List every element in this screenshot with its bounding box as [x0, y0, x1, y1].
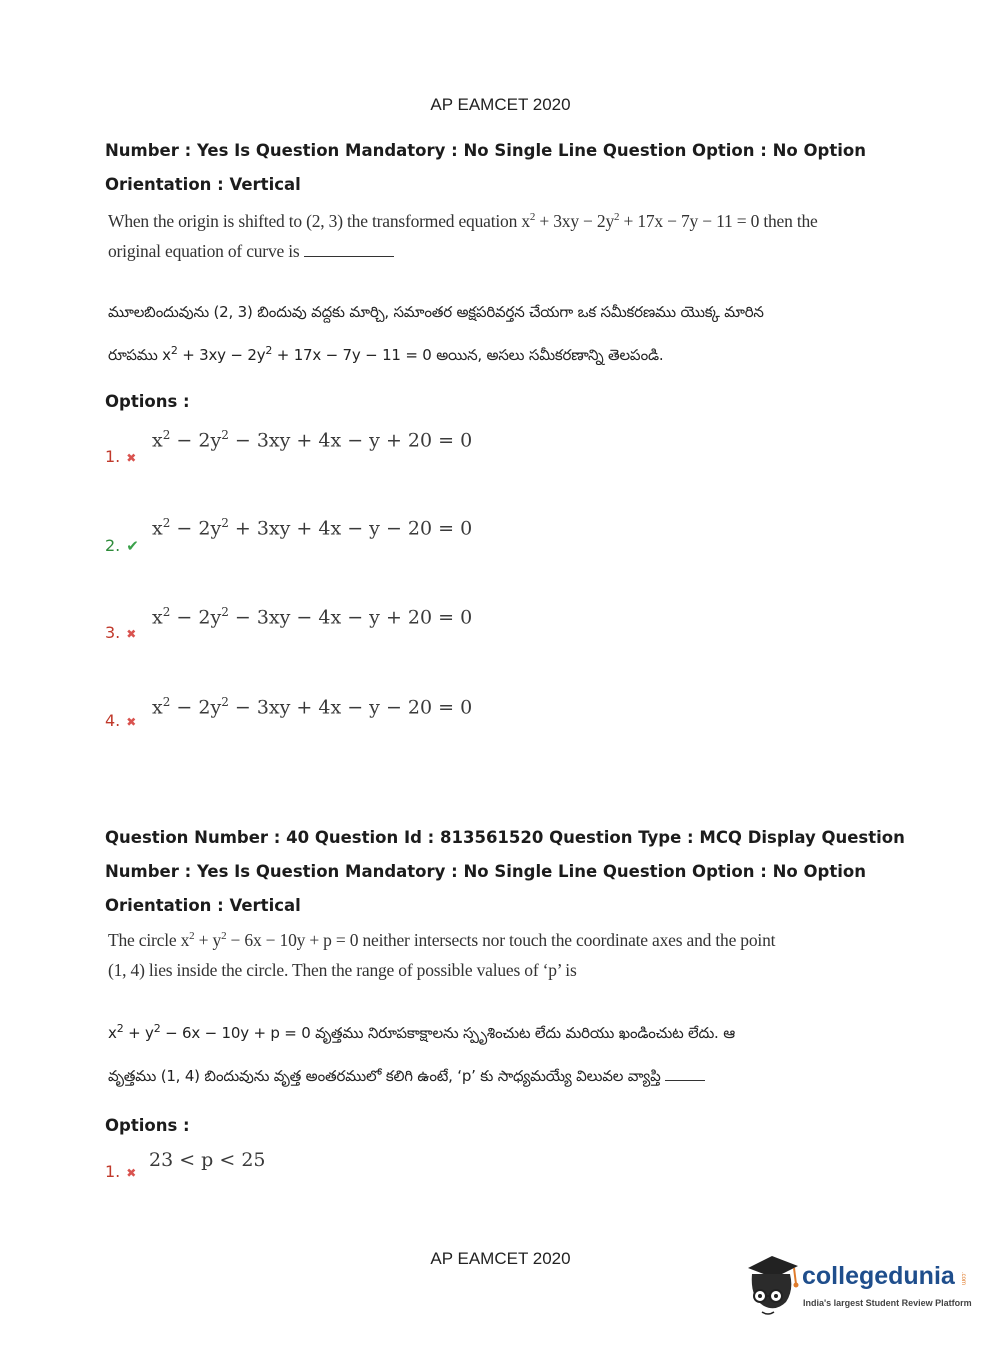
q1-option-1-equation	[152, 428, 472, 451]
superscript: 2	[153, 1022, 161, 1035]
q1-meta-line-2: Orientation : Vertical	[105, 175, 301, 194]
logo-wordmark: collegedunia	[802, 1262, 955, 1290]
option-number: 2.	[105, 536, 121, 555]
q2-english-line-1	[108, 930, 775, 951]
q1-english-line-2	[108, 241, 394, 262]
page-header: AP EAMCET 2020	[430, 95, 571, 114]
q1-option-3-number	[105, 623, 136, 642]
cross-icon: ✖	[126, 451, 137, 465]
answer-blank	[665, 1080, 705, 1081]
eq-part: x	[152, 517, 163, 540]
eq-part: x	[152, 696, 163, 719]
option-number: 1.	[105, 447, 121, 466]
option-number: 3.	[105, 623, 121, 642]
eq-part: x	[152, 606, 163, 629]
superscript: 2	[116, 1022, 124, 1035]
q1-option-1-number	[105, 447, 136, 466]
superscript: 2	[170, 344, 178, 357]
collegedunia-logo[interactable]	[742, 1250, 972, 1320]
q1-te-part-c: + 17x − 7y − 11 = 0 అయిన, అసలు సమీకరణాన్ని తెలపండి.	[272, 346, 664, 364]
q2-meta-line-1: Question Number : 40 Question Id : 813561520 Question Type : MCQ Display Question	[105, 828, 905, 847]
q2-te-part-a: x	[108, 1024, 117, 1042]
answer-blank	[304, 256, 394, 257]
eq-part: x	[152, 429, 163, 452]
q1-option-2-equation	[152, 516, 472, 539]
q2-en-part-a: The circle x	[108, 930, 190, 950]
option-number: 1.	[105, 1162, 121, 1181]
superscript: 2	[265, 344, 273, 357]
q1-option-4-equation	[152, 695, 472, 718]
superscript: 2	[162, 605, 171, 619]
q1-en-part-b: + 3xy − 2y	[535, 211, 614, 231]
q1-en-part-a: When the origin is shifted to (2, 3) the transformed equation x	[108, 211, 530, 231]
eq-part: − 2y	[170, 696, 222, 719]
q2-te-line2-text: వృత్తము (1, 4) బిందువును వృత్త అంతరములో కలిగి ఉంటే, ‘p’ కు సాధ్యమయ్యే విలువల వ్యాప్తి	[108, 1067, 661, 1085]
logo-tagline: India's largest Student Review Platform	[803, 1298, 972, 1308]
superscript: 2	[162, 428, 171, 442]
q1-te-part-b: + 3xy − 2y	[177, 346, 266, 364]
q1-option-4-number	[105, 711, 136, 730]
q2-en-part-c: − 6x − 10y + p = 0 neither intersects nor touch the coordinate axes and the point	[226, 930, 776, 950]
eq-part: − 3xy + 4x − y − 20 = 0	[228, 696, 473, 719]
eq-part: − 2y	[170, 429, 222, 452]
superscript: 2	[221, 428, 229, 442]
q2-telugu-line-2	[108, 1067, 705, 1089]
q1-en-part-c: + 17x − 7y − 11 = 0 then the	[619, 211, 818, 231]
logo-com: .com	[960, 1272, 966, 1286]
superscript: 2	[221, 516, 229, 530]
superscript: 2	[221, 695, 229, 709]
q1-telugu-line-1: మూలబిందువును (2, 3) బిందువు వద్దకు మార్చి, సమాంతర అక్షపరివర్తన చేయగా ఒక సమీకరణము యొక్క మారిన	[108, 303, 764, 321]
q1-option-3-equation	[152, 605, 472, 628]
superscript: 2	[221, 930, 227, 943]
q1-telugu-line-2	[108, 344, 663, 368]
eq-part: − 2y	[170, 517, 222, 540]
page-footer: AP EAMCET 2020	[430, 1249, 571, 1268]
q1-options-label: Options :	[105, 392, 190, 411]
superscript: 2	[162, 695, 171, 709]
q2-te-part-b: + y	[123, 1024, 154, 1042]
superscript: 2	[614, 211, 620, 224]
option-number: 4.	[105, 711, 121, 730]
q2-en-part-b: + y	[194, 930, 222, 950]
q1-te-part-a: రూపము x	[108, 346, 171, 364]
q2-telugu-line-1	[108, 1022, 735, 1046]
cross-icon: ✖	[126, 627, 137, 641]
cross-icon: ✖	[126, 715, 137, 729]
q1-en-line2-text: original equation of curve is	[108, 241, 300, 261]
eq-part: − 3xy − 4x − y + 20 = 0	[228, 606, 473, 629]
eq-part: + 3xy + 4x − y − 20 = 0	[228, 517, 473, 540]
superscript: 2	[189, 930, 195, 943]
q1-option-2-number	[105, 536, 139, 555]
q2-te-part-c: − 6x − 10y + p = 0 వృత్తము నిరూపకాక్షాలను స్పృశించుట లేదు మరియు ఖండించుట లేదు. ఆ	[160, 1024, 735, 1042]
q1-english-line-1	[108, 211, 818, 232]
q2-meta-line-3: Orientation : Vertical	[105, 896, 301, 915]
mascot-icon	[742, 1250, 802, 1320]
q2-meta-line-2: Number : Yes Is Question Mandatory : No Single Line Question Option : No Option	[105, 862, 866, 881]
q1-meta-line-1: Number : Yes Is Question Mandatory : No Single Line Question Option : No Option	[105, 141, 866, 160]
eq-part: − 2y	[170, 606, 222, 629]
eq-part: − 3xy + 4x − y + 20 = 0	[228, 429, 473, 452]
superscript: 2	[162, 516, 171, 530]
cross-icon: ✖	[126, 1166, 137, 1180]
q2-option-1-number	[105, 1162, 136, 1181]
superscript: 2	[221, 605, 229, 619]
q2-english-line-2: (1, 4) lies inside the circle. Then the range of possible values of ‘p’ is	[108, 960, 577, 980]
q2-option-1-equation: 23 < p < 25	[149, 1149, 266, 1171]
check-icon: ✔	[126, 537, 139, 555]
superscript: 2	[529, 211, 536, 224]
q2-options-label: Options :	[105, 1116, 190, 1135]
